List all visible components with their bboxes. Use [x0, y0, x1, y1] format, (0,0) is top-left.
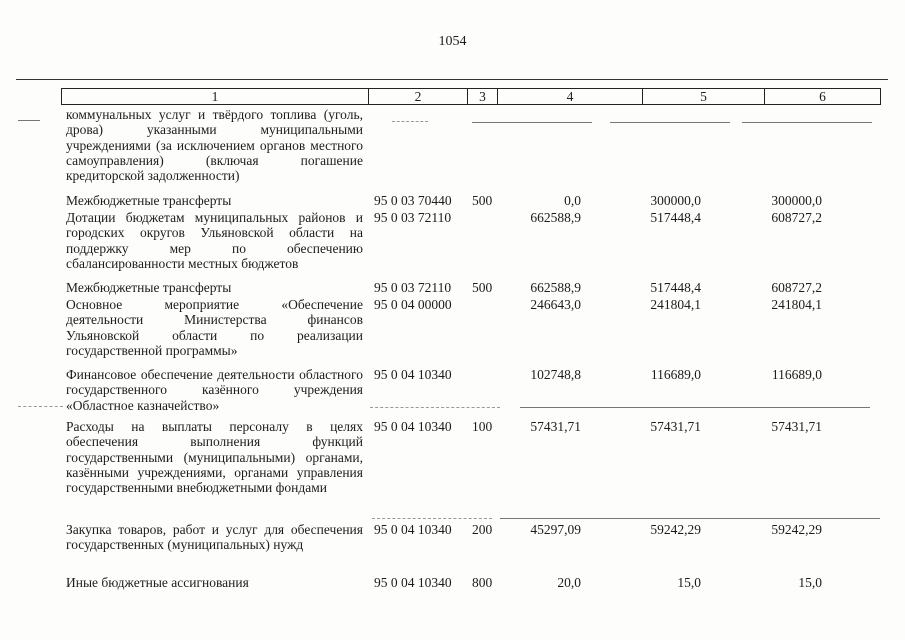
row-name: Финансовое обеспечение деятельности областного государственного казённого учреждения «Областное казначейство» [66, 367, 363, 413]
scan-mark [18, 120, 40, 121]
row-value-6: 57431,71 [771, 419, 822, 434]
row-type: 500 [472, 193, 493, 208]
row-name: Закупка товаров, работ и услуг для обеспечения государственных (муниципальных) нужд [66, 522, 363, 553]
row-value-4: 662588,9 [530, 210, 581, 225]
scan-mark [392, 121, 428, 122]
table-header [61, 88, 881, 105]
row-name: коммунальных услуг и твёрдого топлива (уголь, дрова) указанными муниципальными учреждениями (за исключением органов местного самоуправления) (включая погашение кредиторской задолженности) [66, 107, 363, 184]
row-code: 95 0 04 10340 [374, 367, 452, 382]
row-value-4: 57431,71 [530, 419, 581, 434]
scan-mark [742, 122, 872, 123]
row-value-6: 59242,29 [771, 522, 822, 537]
scan-mark [500, 518, 880, 519]
row-code: 95 0 04 00000 [374, 297, 452, 312]
row-value-5: 300000,0 [650, 193, 701, 208]
row-value-6: 241804,1 [771, 297, 822, 312]
row-value-5: 241804,1 [650, 297, 701, 312]
header-col-1: 1 [62, 89, 369, 104]
row-value-5: 116689,0 [650, 367, 701, 382]
top-rule [16, 79, 888, 80]
header-col-6: 6 [819, 89, 826, 104]
scan-mark [372, 518, 492, 519]
row-name: Межбюджетные трансферты [66, 280, 232, 295]
scan-mark [520, 407, 870, 408]
header-col-5: 5 [643, 89, 765, 104]
row-name: Расходы на выплаты персоналу в целях обеспечения выполнения функций государственными (муниципальными) органами, казёнными учреждениями, органами управления государственными внебюджетными фондами [66, 419, 363, 496]
row-type: 800 [472, 575, 493, 590]
row-name: Дотации бюджетам муниципальных районов и городских округов Ульяновской области на поддержку мер по обеспечению сбалансированности местных бюджетов [66, 210, 363, 271]
row-code: 95 0 04 10340 [374, 575, 452, 590]
row-value-5: 517448,4 [650, 280, 701, 295]
row-value-5: 15,0 [677, 575, 701, 590]
row-value-6: 15,0 [798, 575, 822, 590]
row-code: 95 0 03 70440 [374, 193, 452, 208]
row-value-4: 45297,09 [530, 522, 581, 537]
row-name: Иные бюджетные ассигнования [66, 575, 249, 590]
row-value-6: 300000,0 [771, 193, 822, 208]
row-value-4: 246643,0 [530, 297, 581, 312]
row-value-4: 662588,9 [530, 280, 581, 295]
row-code: 95 0 03 72110 [374, 210, 452, 225]
row-code: 95 0 04 10340 [374, 522, 452, 537]
row-name: Межбюджетные трансферты [66, 193, 232, 208]
scan-mark [370, 407, 500, 408]
row-code: 95 0 03 72110 [374, 280, 452, 295]
row-value-6: 608727,2 [771, 210, 822, 225]
scan-mark [18, 406, 63, 407]
row-value-6: 608727,2 [771, 280, 822, 295]
row-value-5: 517448,4 [650, 210, 701, 225]
row-name: Основное мероприятие «Обеспечение деятельности Министерства финансов Ульяновской области по реализации государственной программы» [66, 297, 363, 358]
header-col-4: 4 [498, 89, 643, 104]
row-value-5: 59242,29 [650, 522, 701, 537]
page-number: 1054 [438, 34, 467, 49]
row-type: 100 [472, 419, 493, 434]
row-value-6: 116689,0 [771, 367, 822, 382]
row-type: 200 [472, 522, 493, 537]
row-value-4: 102748,8 [530, 367, 581, 382]
scan-mark [472, 122, 592, 123]
row-value-5: 57431,71 [650, 419, 701, 434]
row-code: 95 0 04 10340 [374, 419, 452, 434]
scan-mark [610, 122, 730, 123]
header-col-2: 2 [369, 89, 468, 104]
row-type: 500 [472, 280, 493, 295]
header-col-3: 3 [468, 89, 498, 104]
row-value-4: 20,0 [557, 575, 581, 590]
row-value-4: 0,0 [564, 193, 581, 208]
